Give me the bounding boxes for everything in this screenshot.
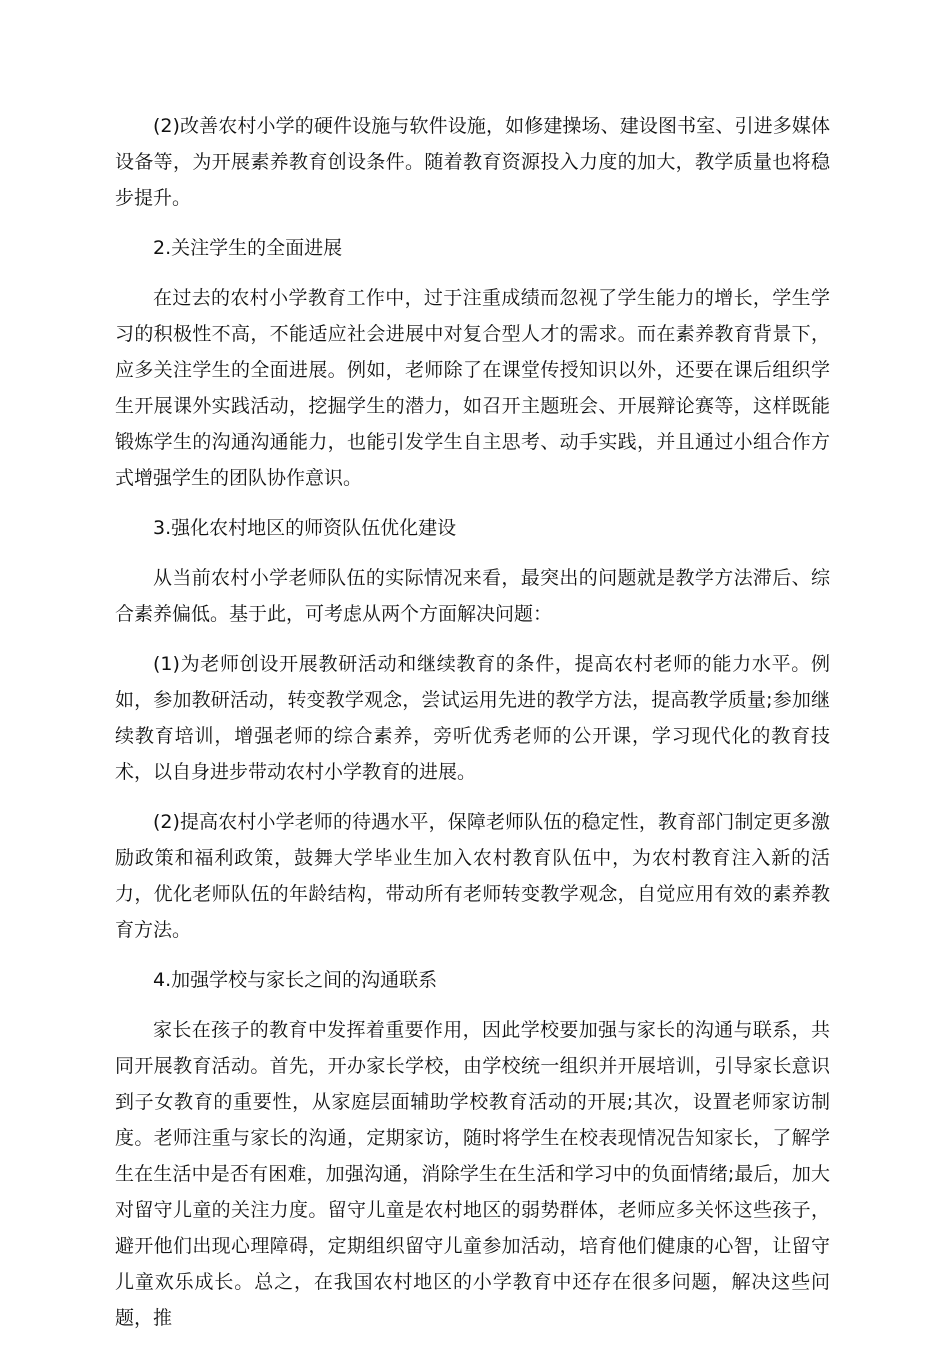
paragraph-comprehensive-development: 在过去的农村小学教育工作中，过于注重成绩而忽视了学生能力的增长，学生学习的积极性不高，不能适应社会进展中对复合型人才的需求。而在素养教育背景下，应多关注学生的全面进展。例如，老师除了在课堂传授知识以外，还要在课后组织学生开展课外实践活动，挖掘学生的潜力，如召开主题班会、开展辩论赛等，这样既能锻炼学生的沟通沟通能力，也能引发学生自主思考、动手实践，并且通过小组合作方式增强学生的团队协作意识。 — [115, 287, 830, 489]
paragraph-home-school: 家长在孩子的教育中发挥着重要作用，因此学校要加强与家长的沟通与联系，共同开展教育活动。首先，开办家长学校，由学校统一组织并开展培训，引导家长意识到子女教育的重要性，从家庭层面辅助学校教育活动的开展;其次，设置老师家访制度。老师注重与家长的沟通，定期家访，随时将学生在校表现情况告知家长，了解学生在生活中是否有困难，加强沟通，消除学生在生活和学习中的负面情绪;最后，加大对留守儿童的关注力度。留守儿童是农村地区的弱势群体，老师应多关怀这些孩子，避开他们出现心理障碍，定期组织留守儿童参加活动，培育他们健康的心智，让留守儿童欢乐成长。总之，在我国农村地区的小学教育中还存在很多问题，解决这些问题，推 — [115, 1019, 830, 1329]
paragraph-teacher-welfare: (2)提高农村小学老师的待遇水平，保障老师队伍的稳定性，教育部门制定更多激励政策和福利政策，鼓舞大学毕业生加入农村教育队伍中，为农村教育注入新的活力，优化老师队伍的年龄结构，带动所有老师转变教学观念，自觉应用有效的素养教育方法。 — [115, 811, 830, 941]
document-body — [115, 108, 830, 1350]
section-heading-3: 3.强化农村地区的师资队伍优化建设 — [153, 517, 457, 539]
section-heading-2: 2.关注学生的全面进展 — [153, 237, 343, 259]
paragraph-hardware-software: (2)改善农村小学的硬件设施与软件设施，如修建操场、建设图书室、引进多媒体设备等，为开展素养教育创设条件。随着教育资源投入力度的加大，教学质量也将稳步提升。 — [115, 115, 830, 209]
paragraph-teacher-training: (1)为老师创设开展教研活动和继续教育的条件，提高农村老师的能力水平。例如，参加教研活动，转变教学观念，尝试运用先进的教学方法，提高教学质量;参加继续教育培训，增强老师的综合素养，旁听优秀老师的公开课，学习现代化的教育技术，以自身进步带动农村小学教育的进展。 — [115, 653, 830, 783]
section-heading-4: 4.加强学校与家长之间的沟通联系 — [153, 969, 438, 991]
paragraph-teacher-team: 从当前农村小学老师队伍的实际情况来看，最突出的问题就是教学方法滞后、综合素养偏低。基于此，可考虑从两个方面解决问题： — [115, 567, 830, 625]
